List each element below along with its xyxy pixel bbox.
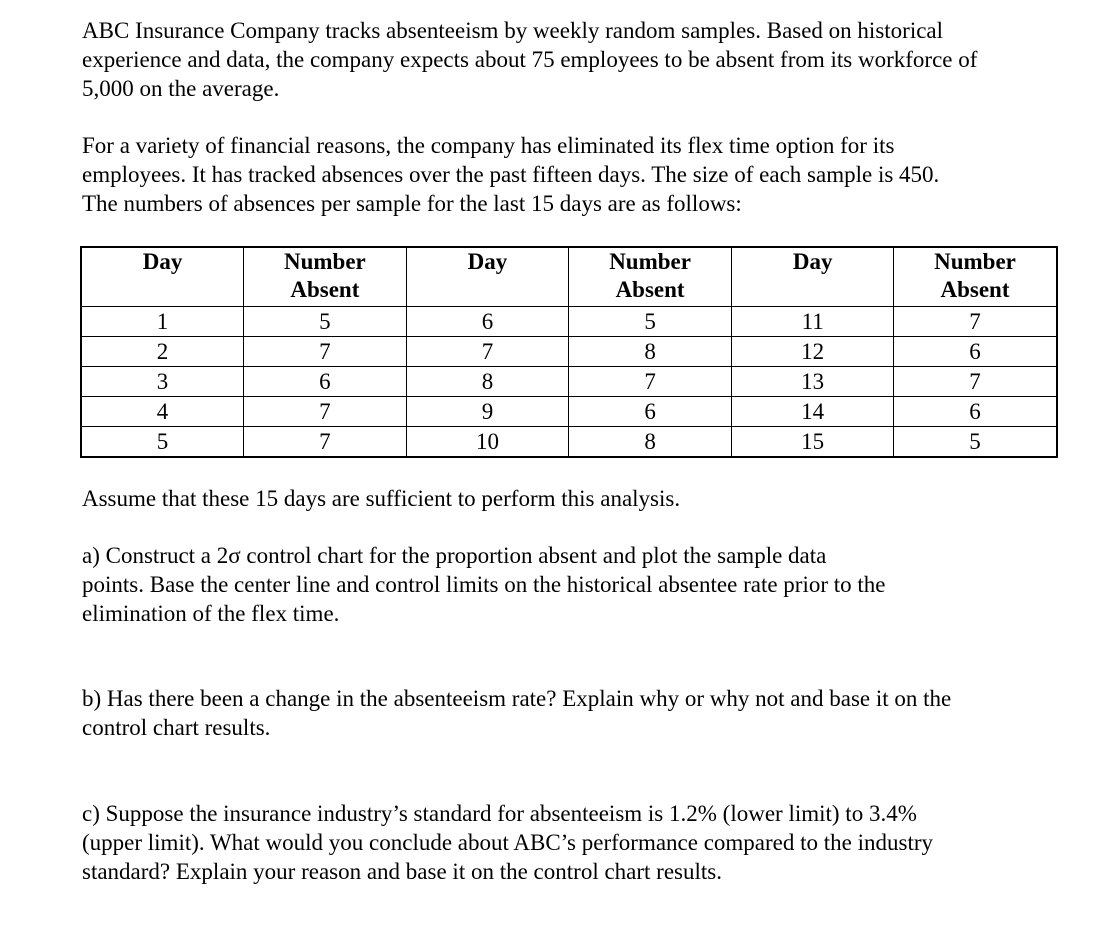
table-cell: 8: [406, 367, 569, 397]
table-cell: 7: [569, 367, 732, 397]
table-cell: 10: [406, 427, 569, 458]
assumption-statement: Assume that these 15 days are sufficient to perform this analysis.: [82, 486, 681, 511]
header-day-1: Day: [81, 247, 244, 307]
intro-paragraph-1: ABC Insurance Company tracks absenteeism by weekly random samples. Based on historical experience and data, the company expects about 75 employees to be absent from its workforce of 5,000 on the average.: [82, 18, 978, 101]
table-cell: 8: [569, 427, 732, 458]
table-row: [81, 427, 1057, 458]
table-cell: 6: [894, 337, 1057, 367]
table-cell: 4: [81, 397, 244, 427]
absence-table-container: [80, 246, 1056, 454]
header-number-absent-2: Number Absent: [569, 247, 732, 307]
table-cell: 1: [81, 307, 244, 337]
table-cell: 12: [731, 337, 894, 367]
table-cell: 7: [894, 367, 1057, 397]
table-cell: 6: [406, 307, 569, 337]
table-cell: 9: [406, 397, 569, 427]
header-day-3: Day: [731, 247, 894, 307]
table-cell: 11: [731, 307, 894, 337]
header-number-absent-1: Number Absent: [244, 247, 407, 307]
table-cell: 6: [894, 397, 1057, 427]
table-row: [81, 337, 1057, 367]
table-cell: 7: [894, 307, 1057, 337]
table-cell: 6: [244, 367, 407, 397]
table-row: [81, 367, 1057, 397]
table-cell: 6: [569, 397, 732, 427]
table-cell: 5: [894, 427, 1057, 458]
table-row: [81, 397, 1057, 427]
table-cell: 7: [244, 397, 407, 427]
table-row: [81, 307, 1057, 337]
intro-paragraph-2: For a variety of financial reasons, the company has eliminated its flex time option for its employees. It has tracked absences over the past fifteen days. The size of each sample is 450. The numbers of absences per sample for the last 15 days are as follows:: [82, 133, 940, 216]
header-number-absent-3: Number Absent: [894, 247, 1057, 307]
table-cell: 5: [244, 307, 407, 337]
table-cell: 5: [81, 427, 244, 458]
table-cell: 5: [569, 307, 732, 337]
table-cell: 7: [244, 337, 407, 367]
question-c: c) Suppose the insurance industry’s standard for absenteeism is 1.2% (lower limit) to 3.4% (upper limit). What would you conclude about ABC’s performance compared to the industry standard? Explain your reason and base it on the control chart results.: [82, 801, 934, 884]
header-day-2: Day: [406, 247, 569, 307]
table-cell: 14: [731, 397, 894, 427]
absence-table: [80, 246, 1058, 458]
table-cell: 13: [731, 367, 894, 397]
table-cell: 7: [406, 337, 569, 367]
table-cell: 3: [81, 367, 244, 397]
table-cell: 8: [569, 337, 732, 367]
question-b: b) Has there been a change in the absenteeism rate? Explain why or why not and base it on the control chart results.: [82, 686, 952, 740]
table-header-row: [81, 247, 1057, 307]
table-cell: 15: [731, 427, 894, 458]
table-cell: 7: [244, 427, 407, 458]
question-a: a) Construct a 2σ control chart for the proportion absent and plot the sample data points. Base the center line and control limits on the historical absentee rate prior to the elimination of the flex time.: [82, 543, 886, 626]
table-cell: 2: [81, 337, 244, 367]
